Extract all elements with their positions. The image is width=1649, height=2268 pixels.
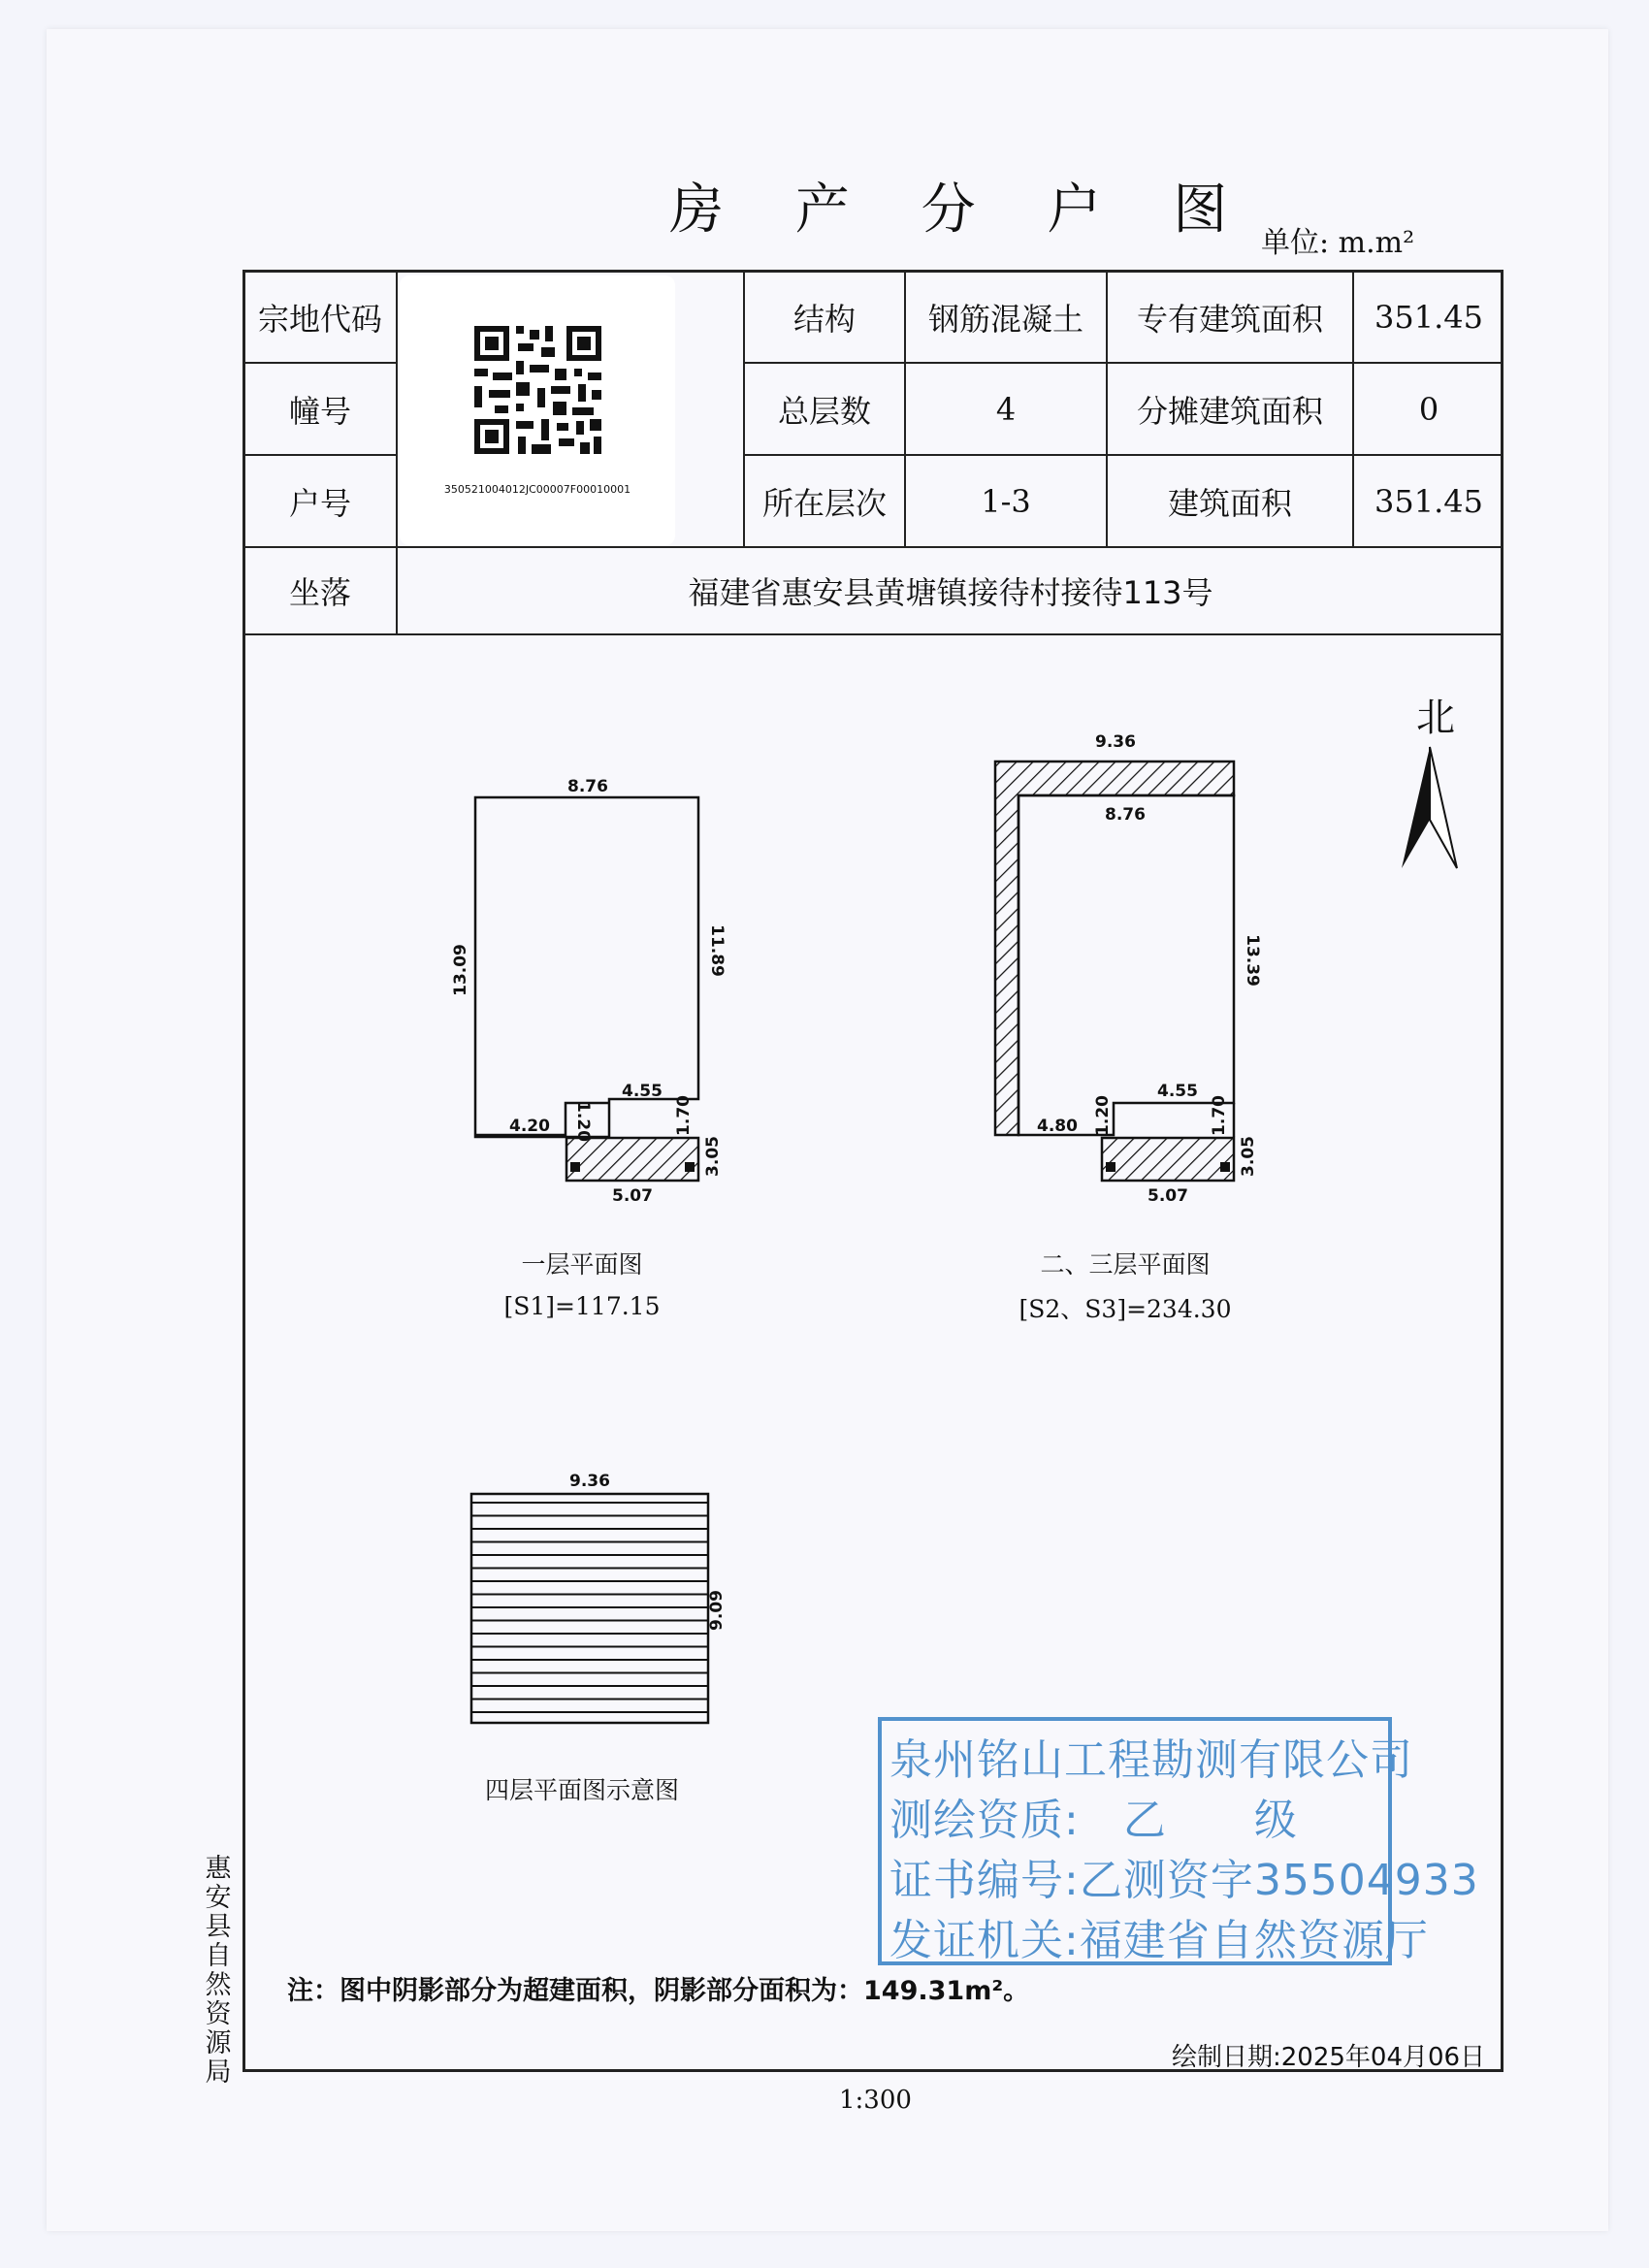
floor1-area: [S1]=117.15 xyxy=(503,1292,661,1320)
unit-label: 单位: m.m² xyxy=(1261,226,1415,260)
floor23-dim-notch-right: 1.70 xyxy=(1210,1095,1229,1136)
stamp-line2: 测绘资质: 乙 级 xyxy=(889,1796,1298,1845)
building-no-label: 幢号 xyxy=(288,392,351,430)
floor23-dim-bottom-left: 4.80 xyxy=(1037,1117,1078,1136)
building-area-label: 建筑面积 xyxy=(1167,484,1292,522)
floor1-dim-right: 11.89 xyxy=(707,924,727,977)
structure-label: 结构 xyxy=(792,300,856,338)
floor23-dim-notch-top: 4.55 xyxy=(1157,1082,1198,1101)
building-area-value: 351.45 xyxy=(1374,482,1483,520)
floor23-dim-notch-left: 1.20 xyxy=(1093,1095,1113,1136)
floor4-plan xyxy=(471,1472,727,1723)
total-floors-label: 总层数 xyxy=(777,392,871,430)
floor1-plan xyxy=(451,777,727,1206)
company-stamp xyxy=(878,1717,1479,1965)
location-label: 坐落 xyxy=(288,574,351,611)
stamp-line4: 发证机关:福建省自然资源厅 xyxy=(889,1916,1429,1965)
shared-area-label: 分摊建筑面积 xyxy=(1136,392,1323,430)
qr-code-icon xyxy=(400,275,675,479)
floor4-caption: 四层平面图示意图 xyxy=(484,1776,679,1804)
north-label: 北 xyxy=(1416,696,1455,740)
scale-label: 1:300 xyxy=(839,2086,912,2115)
floor1-dim-notch-left: 1.20 xyxy=(573,1101,593,1142)
qr-code-card xyxy=(400,275,675,545)
document-title: 房 产 分 户 图 xyxy=(669,178,1255,242)
note-text: 注：图中阴影部分为超建面积，阴影部分面积为：149.31m²。 xyxy=(287,1976,1030,2006)
floor23-dim-bottom: 5.07 xyxy=(1148,1186,1188,1206)
floor1-caption: 一层平面图 xyxy=(521,1250,643,1279)
exclusive-area-label: 专有建筑面积 xyxy=(1136,300,1323,338)
floor23-dim-right: 13.39 xyxy=(1243,934,1262,987)
floor23-dim-outer-top: 9.36 xyxy=(1095,732,1136,752)
qr-code-text: 350521004012JC00007F00010001 xyxy=(443,483,631,496)
floor1-dim-bottom: 5.07 xyxy=(612,1186,653,1206)
floor-plans xyxy=(242,679,1504,1766)
floor23-overbuilt-area xyxy=(1102,1138,1234,1181)
structure-value: 钢筋混凝土 xyxy=(927,300,1083,338)
floor-located-value: 1-3 xyxy=(981,482,1031,520)
floor4-overbuilt-area xyxy=(471,1494,708,1723)
drawing-date: 绘制日期:2025年04月06日 xyxy=(1172,2043,1486,2072)
table-line xyxy=(242,633,1504,635)
floor1-overbuilt-area xyxy=(566,1138,698,1181)
floor23-plan xyxy=(995,732,1262,1206)
floor1-dim-bottom-left: 4.20 xyxy=(509,1117,550,1136)
exclusive-area-value: 351.45 xyxy=(1374,298,1483,336)
location-value: 福建省惠安县黄塘镇接待村接待113号 xyxy=(688,574,1213,611)
total-floors-value: 4 xyxy=(995,390,1017,428)
floor4-dim-top: 9.36 xyxy=(569,1472,610,1491)
floor1-dim-notch-right: 1.70 xyxy=(674,1095,694,1136)
floor1-dim-left: 13.09 xyxy=(451,944,470,996)
floor23-caption: 二、三层平面图 xyxy=(1040,1250,1211,1279)
floor23-area: [S2、S3]=234.30 xyxy=(1018,1295,1232,1323)
stamp-line3: 证书编号:乙测资字35504933 xyxy=(889,1856,1479,1905)
floor1-dim-side-bottom: 3.05 xyxy=(703,1136,723,1177)
shared-area-value: 0 xyxy=(1418,390,1439,428)
side-label: 惠安县自然资源局 xyxy=(205,1854,232,2088)
floor1-dim-top: 8.76 xyxy=(567,777,608,796)
floor1-dim-notch-top: 4.55 xyxy=(622,1082,663,1101)
floor-located-label: 所在层次 xyxy=(761,484,887,522)
unit-no-label: 户号 xyxy=(288,484,351,522)
floor4-dim-right: 9.09 xyxy=(707,1590,727,1631)
floor23-dim-side-bottom: 3.05 xyxy=(1239,1136,1258,1177)
land-code-label: 宗地代码 xyxy=(257,300,382,338)
stamp-line1: 泉州铭山工程勘测有限公司 xyxy=(889,1735,1413,1785)
floor23-dim-inner-top: 8.76 xyxy=(1105,805,1146,825)
